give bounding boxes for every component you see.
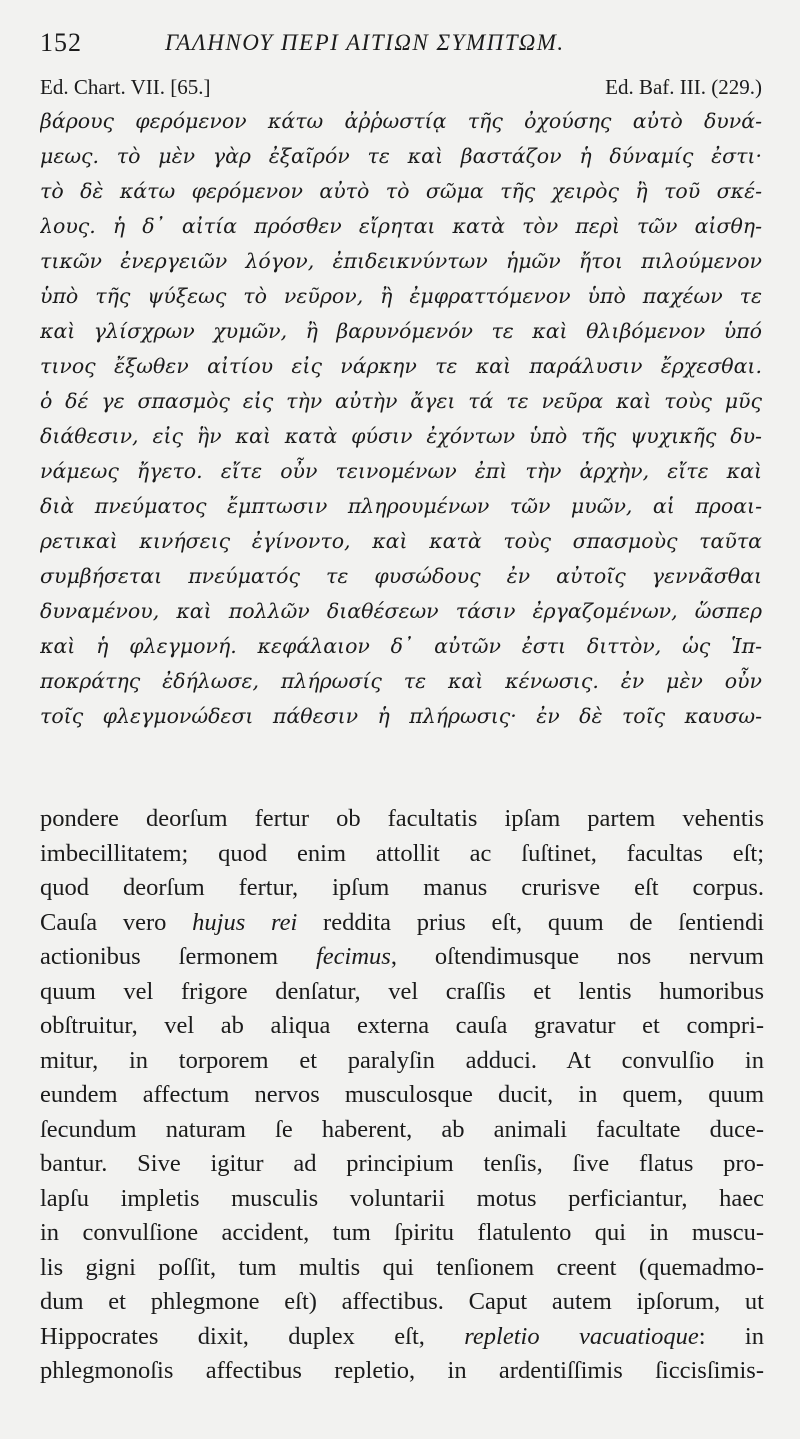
latin-line [40, 906, 764, 941]
running-title: ΓΑΛΗΝΟΥ ΠΕΡΙ ΑΙΤΙΩΝ ΣΥΜΠΤΩΜ. [165, 30, 565, 55]
edition-chartier-ref: Ed. Chart. VII. [65.] [40, 75, 211, 99]
greek-line: ποκράτης ἐδήλωσε, πλήρωσίς τε καὶ κένωσις. ἐν μὲν οὖν [40, 669, 762, 693]
latin-text: actionibus ſermonem [40, 943, 316, 970]
latin-text-block [40, 802, 764, 1389]
greek-line: ὁ δέ γε σπασμὸς εἰς τὴν αὐτὴν ἄγει τά τε νεῦρα καὶ τοὺς μῦς [40, 389, 762, 413]
greek-line: ρετικαὶ κινήσεις ἐγίνοντο, καὶ κατὰ τοὺς σπασμοὺς ταῦτα [40, 529, 762, 553]
edition-basel-ref: Ed. Baf. III. (229.) [605, 75, 762, 99]
greek-line: τὸ δὲ κάτω φερόμενον αὐτὸ τὸ σῶμα τῆς χειρὸς ἢ τοῦ σκέ- [40, 179, 762, 203]
greek-line: καὶ γλίσχρων χυμῶν, ἢ βαρυνόμενόν τε καὶ θλιβόμενον ὑπό [40, 319, 762, 343]
latin-text: : in [698, 1322, 764, 1350]
greek-line: τοῖς φλεγμονώδεσι πάθεσιν ἡ πλήρωσις· ἐν δὲ τοῖς καυσω- [40, 704, 762, 728]
page-number: 152 [40, 28, 82, 57]
latin-line: imbecillitatem; quod enim attollit ac ſuſtinet, facultas eſt; [40, 839, 764, 867]
latin-line: quod deorſum fertur, ipſum manus crurisve eſt corpus. [40, 874, 764, 901]
greek-line: τικῶν ἐνεργειῶν λόγον, ἐπιδεικνύντων ἡμῶν ἤτοι πιλούμενον [40, 249, 762, 273]
greek-line: διάθεσιν, εἰς ἣν καὶ κατὰ φύσιν ἐχόντων ὑπὸ τῆς ψυχικῆς δυ- [40, 424, 762, 448]
latin-italic-text: hujus rei [192, 908, 298, 936]
greek-line: δυναμένου, καὶ πολλῶν διαθέσεων τάσιν ἐργαζομένων, ὥσπερ [40, 599, 762, 623]
latin-line: eundem affectum nervos musculosque ducit, in quem, quum [40, 1081, 764, 1108]
latin-line: ſecundum naturam ſe haberent, ab animali facultate duce- [40, 1115, 764, 1143]
latin-line [40, 1320, 764, 1355]
latin-text: reddita prius eſt, quum de ſentiendi [297, 908, 764, 936]
greek-line: διὰ πνεύματος ἔμπτωσιν πληρουμένων τῶν μυῶν, αἱ προαι- [40, 494, 762, 518]
running-head [40, 26, 760, 66]
latin-line: phlegmonoſis affectibus repletio, in ardentiſſimis ſiccisſimis- [40, 1357, 764, 1384]
greek-text-block [40, 104, 762, 734]
greek-line: τινος ἔξωθεν αἰτίου εἰς νάρκην τε καὶ παράλυσιν ἔρχεσθαι. [40, 354, 762, 378]
edition-references [40, 75, 762, 105]
latin-line: lis gigni poſſit, tum multis qui tenſionem creent (quemadmo- [40, 1253, 764, 1281]
latin-line: quum vel frigore denſatur, vel craſſis et lentis humoribus [40, 977, 764, 1005]
latin-line: obſtruitur, vel ab aliqua externa cauſa gravatur et compri- [40, 1012, 764, 1039]
latin-line [40, 940, 764, 975]
latin-line: lapſu impletis musculis voluntarii motus perficiantur, haec [40, 1184, 764, 1212]
latin-line: pondere deorſum fertur ob facultatis ipſam partem vehentis [40, 805, 764, 832]
latin-text: Hippocrates dixit, duplex eſt, [40, 1322, 465, 1350]
greek-line: ὑπὸ τῆς ψύξεως τὸ νεῦρον, ἢ ἐμφραττόμενον ὑπὸ παχέων τε [40, 284, 762, 308]
latin-line: dum et phlegmone eſt) affectibus. Caput autem ipſorum, ut [40, 1288, 764, 1315]
latin-line: bantur. Sive igitur ad principium tenſis, ſive flatus pro- [40, 1150, 764, 1177]
latin-text: , oſtendimusque nos nervum [390, 943, 764, 970]
greek-line: λους. ἡ δ᾽ αἰτία πρόσθεν εἴρηται κατὰ τὸν περὶ τῶν αἰσθη- [40, 214, 762, 238]
latin-line: in convulſione accident, tum ſpiritu flatulento qui in muscu- [40, 1219, 764, 1246]
greek-line: καὶ ἡ φλεγμονή. κεφάλαιον δ᾽ αὐτῶν ἐστι διττὸν, ὡς Ἱπ- [40, 634, 762, 658]
greek-line: συμβήσεται πνεύματός τε φυσώδους ἐν αὐτοῖς γεννᾶσθαι [40, 564, 762, 588]
latin-line: mitur, in torporem et paralyſin adduci. At convulſio in [40, 1046, 764, 1074]
greek-line: μεως. τὸ μὲν γὰρ ἐξαῖρόν τε καὶ βαστάζον ἡ δύναμίς ἐστι· [40, 144, 762, 168]
latin-italic-text: fecimus [315, 943, 391, 970]
latin-text: Cauſa vero [40, 908, 193, 936]
greek-line: νάμεως ἤγετο. εἴτε οὖν τεινομένων ἐπὶ τὴν ἀρχὴν, εἴτε καὶ [40, 459, 762, 483]
greek-line: βάρους φερόμενον κάτω ἀῤῥωστίᾳ τῆς ὀχούσης αὐτὸ δυνά- [40, 109, 762, 133]
latin-italic-text: repletio vacuatioque [464, 1322, 699, 1350]
